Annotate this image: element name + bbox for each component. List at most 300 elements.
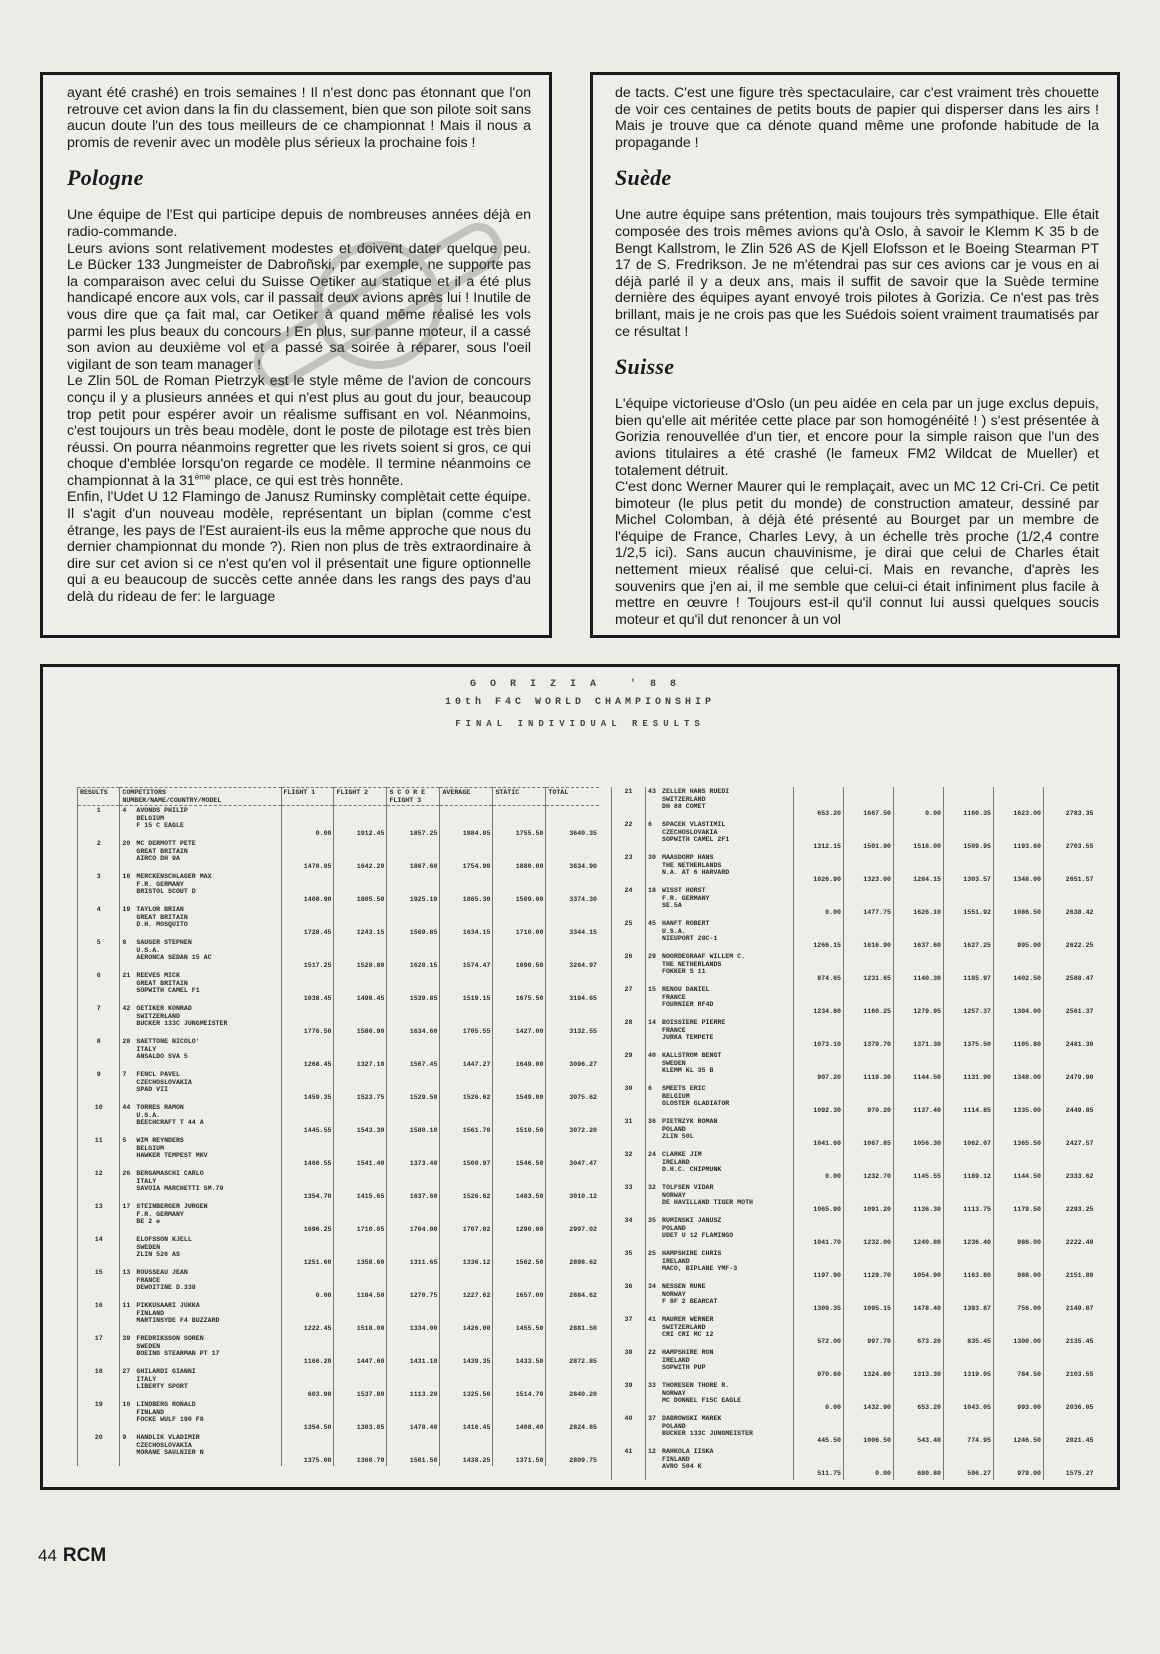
competitor-name: 26 BERGAMASCHI CARLO: [122, 1170, 204, 1178]
cell-average: 1551.92: [944, 886, 994, 919]
cell-total: 2333.62: [1044, 1150, 1096, 1183]
cell-average: 1185.97: [944, 952, 994, 985]
table-row: [612, 853, 1096, 886]
competitor-name: 9 HANDLIK VLADIMIR: [122, 1434, 200, 1442]
paragraph-suede: Une autre équipe sans prétention, mais toujours très sympathique. Elle était composée des trois mêmes avions qu'à Oslo, à savoir le Klemm K 35 b de Bengt Kallstrom, le Zlin 526 AS de Kjell Elofsson et le Boeing Stearman PT 17 de S. Fredrikson. Je ne m'étendrai pas sur ces avions car je vous en ai déjà parlé il y a deux ans, mais il suffit de savoir que la Suède termine dernière des équipes ayant envoyé trois pilotes à Gorizia. Ce n'est pas très brillant, mais je ne crois pas que les Suédois soient vraiment traumatisés par ce résultat !: [615, 207, 1099, 340]
cell-flight-1: 1776.50: [281, 1004, 334, 1037]
cell-flight-2: 1327.10: [334, 1037, 387, 1070]
table-row: [612, 787, 1096, 820]
cell-competitor: [120, 1433, 281, 1466]
cell-flight-2: 1498.45: [334, 971, 387, 1004]
cell-flight-3: 1867.60: [387, 839, 440, 872]
competitor-country: GREAT BRITAIN: [136, 847, 188, 855]
cell-flight-3: 1569.85: [387, 905, 440, 938]
table-row: [612, 1216, 1096, 1249]
cell-rank: 34: [612, 1216, 646, 1249]
heading-suisse: Suisse: [615, 354, 675, 380]
cell-competitor: [646, 820, 794, 853]
paragraph-suisse-2: C'est donc Werner Maurer qui le remplaçait, avec un MC 12 Cri-Cri. Ce petit bimoteur (le plus petit du monde) de construction amateur, dessiné par Michel Colomban, à déjà été présenté au Bourget par un membre de l'équipe de France, Charles Levy, à un échelle très proche (1/2,4 contre 1/2,5 ici). Sans aucun chauvinisme, je dirai que celui de Charles était nettement mieux réalisé que celui-ci. Mais en revanche, d'après les souvenirs que j'en ai, il me semble que celui-ci était infiniment plus facile à mettre en œuvre ! Toujours est-il qu'il connut lui aussi quelques soucis moteur et qu'il dut renoncer à un vol: [615, 479, 1099, 628]
cell-rank: 26: [612, 952, 646, 985]
competitor-name: 15 RENOU DANIEL: [648, 986, 710, 993]
cell-flight-2: 1324.80: [844, 1348, 894, 1381]
article-column-right: [590, 72, 1120, 638]
cell-static: 756.00: [994, 1282, 1044, 1315]
cell-total: 1575.27: [1044, 1447, 1096, 1480]
cell-rank: 38: [612, 1348, 646, 1381]
cell-competitor: [120, 806, 281, 840]
cell-flight-1: 511.75: [794, 1447, 844, 1480]
competitor-name: 28 SAETTONE NICOLO': [122, 1038, 200, 1046]
cell-rank: 16: [78, 1301, 120, 1334]
cell-flight-1: 1459.35: [281, 1070, 334, 1103]
cell-flight-3: 1279.95: [894, 985, 944, 1018]
competitor-model: BOEING STEARMAN PT 17: [136, 1350, 220, 1358]
cell-rank: 33: [612, 1183, 646, 1216]
cell-flight-3: 1529.50: [387, 1070, 440, 1103]
cell-competitor: [120, 839, 281, 872]
cell-total: 2021.45: [1044, 1414, 1096, 1447]
cell-static: 1623.00: [994, 787, 1044, 820]
cell-flight-1: 1375.00: [281, 1433, 334, 1466]
paragraph-pologne-1: Une équipe de l'Est qui participe depuis de nombreuses années déjà en radio-commande.: [67, 207, 531, 240]
competitor-name: 16 MERCKENSCHLAGER MAX: [122, 873, 212, 881]
cell-average: 835.45: [944, 1315, 994, 1348]
cell-flight-2: 1231.65: [844, 952, 894, 985]
table-title-championship: 10th F4C WORLD CHAMPIONSHIP: [444, 697, 716, 708]
competitor-model: D.H. MOSQUITO: [136, 921, 188, 929]
cell-flight-3: 673.20: [894, 1315, 944, 1348]
competitor-name: 36 PIETRZYK ROMAN: [648, 1118, 718, 1125]
cell-average: 1227.62: [440, 1268, 493, 1301]
cell-average: 1319.05: [944, 1348, 994, 1381]
cell-flight-2: 1518.00: [334, 1301, 387, 1334]
cell-static: 1690.50: [493, 938, 546, 971]
competitor-name: 45 HANFT ROBERT: [648, 920, 710, 927]
cell-flight-1: 1166.20: [281, 1334, 334, 1367]
cell-flight-1: 907.20: [794, 1051, 844, 1084]
competitor-name: 7 FENCL PAVEL: [122, 1071, 180, 1079]
table-row: [78, 1169, 600, 1202]
cell-flight-2: 1432.90: [844, 1381, 894, 1414]
paragraph-pologne-3: Le Zlin 50L de Roman Pietrzyk est le style même de l'avion de concours conçu il y a plusieurs années et qui n'est plus au gout du jour, beaucoup trop petit pour espérer avoir un réalisme suffisant en vol. Néanmoins, c'est toujours un très beau modèle, dont le poste de pilotage est très bien réussi. On pourra néanmoins regretter que les rivets soient si gros, ce qui choque d'emblée lorsqu'on regarde ce modèle. Il termine néanmoins ce championnat à la 31ème place, ce qui est très honnête.: [67, 373, 531, 489]
cell-flight-2: 997.70: [844, 1315, 894, 1348]
competitor-model: D.H.C. CHIPMUNK: [662, 1166, 722, 1174]
competitor-country: U.S.A.: [136, 1111, 161, 1119]
cell-flight-2: 1379.70: [844, 1018, 894, 1051]
competitor-model: SE.5A: [662, 902, 682, 910]
col-total: TOTAL: [546, 788, 599, 806]
cell-average: 774.95: [944, 1414, 994, 1447]
cell-rank: 21: [612, 787, 646, 820]
competitor-model: FOCKE WULF 190 F8: [136, 1416, 204, 1424]
table-row: [78, 1136, 600, 1169]
cell-flight-3: 1637.60: [387, 1169, 440, 1202]
cell-flight-2: 1303.05: [334, 1400, 387, 1433]
cell-competitor: [646, 1150, 794, 1183]
cell-static: 1086.50: [994, 886, 1044, 919]
cell-competitor: [120, 1301, 281, 1334]
cell-flight-2: 1710.05: [334, 1202, 387, 1235]
cell-flight-2: 1523.75: [334, 1070, 387, 1103]
competitor-model: BRISTOL SCOUT D: [136, 888, 196, 896]
cell-flight-2: 1541.40: [334, 1136, 387, 1169]
cell-total: 2588.47: [1044, 952, 1096, 985]
competitor-name: 37 DABROWSKI MAREK: [648, 1415, 722, 1422]
cell-flight-2: 1358.60: [334, 1235, 387, 1268]
paragraph-suisse-1: L'équipe victorieuse d'Oslo (un peu aidée en cela par un juge exclus depuis, bien qu'elle ait méritée cette place par son homogénéité ! ) s'est présentée à Gorizia renouvellée d'un tier, et encore pour la simple raison que l'un des avions titulaires a été crashé (le fameux FM2 Wildcat de Mueller) et totalement détruit.: [615, 396, 1099, 479]
cell-flight-2: 1537.80: [334, 1367, 387, 1400]
cell-flight-3: 1704.00: [387, 1202, 440, 1235]
cell-competitor: [120, 1235, 281, 1268]
cell-flight-2: 1501.90: [844, 820, 894, 853]
cell-static: 1433.50: [493, 1334, 546, 1367]
cell-total: 2638.42: [1044, 886, 1096, 919]
cell-average: 1884.85: [440, 806, 493, 840]
competitor-country: POLAND: [662, 1422, 686, 1430]
cell-flight-1: 1073.10: [794, 1018, 844, 1051]
competitor-model: UDET U 12 FLAMINGO: [662, 1232, 734, 1240]
cell-competitor: [646, 886, 794, 919]
cell-competitor: [646, 1381, 794, 1414]
table-row: [78, 839, 600, 872]
competitor-name: 22 HAMPSHIRE RON: [648, 1349, 714, 1356]
col-results: RESULTS: [78, 788, 120, 806]
table-row: [78, 1004, 600, 1037]
cell-competitor: [646, 985, 794, 1018]
cell-flight-2: 1184.50: [334, 1268, 387, 1301]
cell-rank: 9: [78, 1070, 120, 1103]
competitor-model: BUCKER 133C JUNGMEISTER: [662, 1430, 754, 1438]
competitor-model: MORANE SAULNIER N: [136, 1449, 204, 1457]
competitor-model: NIEUPORT 28C-1: [662, 935, 718, 943]
cell-competitor: [646, 787, 794, 820]
cell-rank: 18: [78, 1367, 120, 1400]
cell-total: 2898.62: [546, 1235, 599, 1268]
cell-static: 1179.50: [994, 1183, 1044, 1216]
cell-flight-1: 1026.90: [794, 853, 844, 886]
cell-static: 995.00: [994, 919, 1044, 952]
cell-flight-1: 445.50: [794, 1414, 844, 1447]
cell-total: 2703.55: [1044, 820, 1096, 853]
cell-competitor: [120, 1037, 281, 1070]
cell-average: 1865.30: [440, 872, 493, 905]
competitor-model: FOKKER S 11: [662, 968, 706, 976]
cell-rank: 2: [78, 839, 120, 872]
cell-average: 1500.97: [440, 1136, 493, 1169]
competitor-model: HAWKER TEMPEST MKV: [136, 1152, 208, 1160]
cell-flight-2: 1323.00: [844, 853, 894, 886]
competitor-model: MC DONNEL F15C EAGLE: [662, 1397, 742, 1405]
cell-average: 1705.55: [440, 1004, 493, 1037]
cell-competitor: [120, 1136, 281, 1169]
table-row: [612, 1117, 1096, 1150]
cell-competitor: [646, 853, 794, 886]
cell-flight-1: 1251.60: [281, 1235, 334, 1268]
table-row: [612, 1051, 1096, 1084]
cell-average: 1163.80: [944, 1249, 994, 1282]
cell-rank: 17: [78, 1334, 120, 1367]
cell-static: 1549.00: [493, 1070, 546, 1103]
competitor-country: SWEDEN: [662, 1059, 686, 1067]
competitor-country: U.S.A.: [662, 927, 686, 935]
cell-rank: 35: [612, 1249, 646, 1282]
cell-flight-1: 603.90: [281, 1367, 334, 1400]
competitor-model: SAVOIA MARCHETTI SM.79: [136, 1185, 224, 1193]
cell-flight-3: 1518.00: [894, 820, 944, 853]
page-number: 44: [38, 1546, 57, 1565]
results-table-box: [40, 664, 1120, 1490]
competitor-name: 29 NOORDEGRAAF WILLEM C.: [648, 953, 746, 960]
cell-flight-1: 1092.30: [794, 1084, 844, 1117]
cell-flight-1: 1470.85: [281, 839, 334, 872]
table-row: [612, 820, 1096, 853]
cell-competitor: [120, 872, 281, 905]
col-static: STATIC: [493, 788, 546, 806]
competitor-country: FRANCE: [662, 1026, 686, 1034]
competitor-country: FINLAND: [662, 1455, 690, 1463]
cell-static: 1649.00: [493, 1037, 546, 1070]
paragraph-intro-right: de tacts. C'est une figure très spectaculaire, car c'est vraiment très chouette de voir ces centaines de petits bouts de papier qui disperser dans les airs ! Mais je trouve que ca dénote quand même une profonde habitude de la propagande !: [615, 85, 1099, 151]
table-row: [78, 1334, 600, 1367]
cell-flight-1: 0.00: [794, 1381, 844, 1414]
cell-rank: 12: [78, 1169, 120, 1202]
competitor-country: F.R. GERMANY: [136, 1210, 184, 1218]
cell-rank: 11: [78, 1136, 120, 1169]
results-table-left: [77, 787, 599, 1466]
cell-flight-2: 1243.15: [334, 905, 387, 938]
cell-static: 1304.00: [994, 985, 1044, 1018]
competitor-model: BEECHCRAFT T 44 A: [136, 1119, 204, 1127]
cell-flight-2: 1232.00: [844, 1216, 894, 1249]
cell-flight-2: 1528.80: [334, 938, 387, 971]
competitor-name: 10 LINDBERG RONALD: [122, 1401, 196, 1409]
cell-rank: 13: [78, 1202, 120, 1235]
competitor-name: 25 HAMPSHIRE CHRIS: [648, 1250, 722, 1257]
cell-competitor: [120, 1103, 281, 1136]
table-row: [612, 886, 1096, 919]
table-row: [612, 1018, 1096, 1051]
cell-total: 2840.20: [546, 1367, 599, 1400]
table-row: [78, 1202, 600, 1235]
cell-average: 1519.15: [440, 971, 493, 1004]
competitor-model: N.A. AT 6 HARVARD: [662, 869, 730, 877]
cell-flight-3: 1113.20: [387, 1367, 440, 1400]
cell-flight-3: 1240.80: [894, 1216, 944, 1249]
table-row: [612, 1183, 1096, 1216]
competitor-country: SWITZERLAND: [662, 1323, 706, 1331]
cell-rank: 5: [78, 938, 120, 971]
cell-flight-3: 1334.00: [387, 1301, 440, 1334]
competitor-model: FOURNIER RF4D: [662, 1001, 714, 1009]
cell-average: 1303.57: [944, 853, 994, 886]
cell-static: 1880.00: [493, 839, 546, 872]
cell-flight-3: 1144.50: [894, 1051, 944, 1084]
cell-average: 1509.95: [944, 820, 994, 853]
cell-flight-2: 1095.15: [844, 1282, 894, 1315]
cell-rank: 41: [612, 1447, 646, 1480]
competitor-name: 39 FREDRIKSSON SOREN: [122, 1335, 204, 1343]
cell-total: 3374.30: [546, 872, 599, 905]
cell-total: 2881.50: [546, 1301, 599, 1334]
col-flight-2: FLIGHT 2: [334, 788, 387, 806]
cell-total: 2135.45: [1044, 1315, 1096, 1348]
cell-flight-1: 0.00: [794, 886, 844, 919]
cell-flight-3: 1620.15: [387, 938, 440, 971]
cell-flight-2: 1160.25: [844, 985, 894, 1018]
cell-average: 1375.50: [944, 1018, 994, 1051]
competitor-country: NORWAY: [662, 1290, 686, 1298]
competitor-country: IRELAND: [662, 1257, 690, 1265]
competitor-model: DH 88 COMET: [662, 803, 706, 811]
cell-average: 1439.35: [440, 1334, 493, 1367]
competitor-model: JURKA TEMPETE: [662, 1034, 714, 1042]
cell-static: 1562.50: [493, 1235, 546, 1268]
competitor-model: CRI CRI MC 12: [662, 1331, 714, 1339]
cell-flight-3: 1857.25: [387, 806, 440, 840]
cell-static: 1657.00: [493, 1268, 546, 1301]
competitor-name: 14 BOISSIERE PIERRE: [648, 1019, 726, 1026]
cell-static: 1710.00: [493, 905, 546, 938]
table-row: [78, 872, 600, 905]
cell-competitor: [120, 1400, 281, 1433]
cell-flight-1: 1460.55: [281, 1136, 334, 1169]
cell-flight-1: 0.00: [281, 1268, 334, 1301]
article-column-left: [40, 72, 552, 638]
cell-average: 1526.62: [440, 1070, 493, 1103]
cell-average: 1754.90: [440, 839, 493, 872]
competitor-country: ITALY: [136, 1375, 157, 1383]
table-row: [78, 1400, 600, 1433]
competitor-name: 6 SPACEK VLASTIMIL: [648, 821, 726, 828]
cell-total: 3075.62: [546, 1070, 599, 1103]
cell-flight-3: 653.20: [894, 1381, 944, 1414]
cell-competitor: [646, 1414, 794, 1447]
results-table-right: [611, 787, 1096, 1480]
cell-rank: 37: [612, 1315, 646, 1348]
table-title-results: FINAL INDIVIDUAL RESULTS: [455, 719, 705, 729]
cell-total: 3194.65: [546, 971, 599, 1004]
cell-rank: 8: [78, 1037, 120, 1070]
cell-flight-2: 970.20: [844, 1084, 894, 1117]
cell-rank: 39: [612, 1381, 646, 1414]
table-row: [78, 1037, 600, 1070]
cell-rank: 4: [78, 905, 120, 938]
competitor-country: BELGIUM: [136, 814, 165, 822]
competitor-country: SWEDEN: [136, 1243, 161, 1251]
cell-rank: 14: [78, 1235, 120, 1268]
cell-rank: 3: [78, 872, 120, 905]
competitor-name: 43 ZELLER HANS RUEDI: [648, 788, 730, 795]
cell-flight-1: 0.00: [281, 806, 334, 840]
competitor-country: FRANCE: [662, 993, 686, 1001]
competitor-name: 13 ROUSSEAU JEAN: [122, 1269, 188, 1277]
competitor-name: 41 MAURER WERNER: [648, 1316, 714, 1323]
cell-rank: 40: [612, 1414, 646, 1447]
cell-flight-1: 1517.25: [281, 938, 334, 971]
cell-flight-1: 1354.70: [281, 1169, 334, 1202]
table-row: [78, 905, 600, 938]
cell-flight-3: 1140.30: [894, 952, 944, 985]
heading-suede: Suède: [615, 165, 672, 191]
cell-competitor: [120, 1169, 281, 1202]
cell-static: 1193.60: [994, 820, 1044, 853]
cell-flight-2: 1616.90: [844, 919, 894, 952]
cell-flight-3: 1539.85: [387, 971, 440, 1004]
cell-average: 1113.75: [944, 1183, 994, 1216]
table-row: [78, 938, 600, 971]
table-row: [612, 1381, 1096, 1414]
cell-competitor: [120, 938, 281, 971]
col-flight-3: S C O R E FLIGHT 3: [387, 788, 440, 806]
cell-competitor: [646, 952, 794, 985]
cell-flight-3: 1501.50: [387, 1433, 440, 1466]
cell-flight-1: 1312.15: [794, 820, 844, 853]
cell-average: 1627.25: [944, 919, 994, 952]
competitor-model: DEWOITINE D.338: [136, 1284, 196, 1292]
cell-competitor: [646, 1051, 794, 1084]
cell-flight-2: 1912.45: [334, 806, 387, 840]
cell-flight-2: 1232.70: [844, 1150, 894, 1183]
competitor-model: ANSALDO SVA 5: [136, 1053, 188, 1061]
cell-competitor: [646, 1216, 794, 1249]
cell-flight-1: 1041.60: [794, 1117, 844, 1150]
competitor-country: U.S.A.: [136, 946, 161, 954]
competitor-country: SWEDEN: [136, 1342, 161, 1350]
cell-flight-3: 1925.10: [387, 872, 440, 905]
cell-flight-2: 1543.30: [334, 1103, 387, 1136]
cell-static: 1371.50: [493, 1433, 546, 1466]
cell-competitor: [646, 1117, 794, 1150]
cell-flight-2: 1805.50: [334, 872, 387, 905]
paragraph-pologne-4: Enfin, l'Udet U 12 Flamingo de Janusz Ruminsky complètait cette équipe. Il s'agit d'un nouveau modèle, représentant un biplan (comme c'est étrange, les pays de l'Est auraient-ils eus la même approche que nous du dernier championnat du monde ?). Rien non plus de très extraordinaire à dire sur cet avion si ce n'est qu'en vol il présentait une figure optionnelle qui a eu beaucoup de succès cette année dans les rangs des pays d'au delà du rideau de fer: le larguage: [67, 489, 531, 606]
cell-average: 1447.27: [440, 1037, 493, 1070]
competitor-country: ITALY: [136, 1177, 157, 1185]
cell-flight-3: 1478.40: [894, 1282, 944, 1315]
cell-total: 3132.55: [546, 1004, 599, 1037]
competitor-country: IRELAND: [662, 1158, 690, 1166]
table-row: [612, 1447, 1096, 1480]
cell-flight-1: 1197.90: [794, 1249, 844, 1282]
cell-static: 1509.00: [493, 872, 546, 905]
competitor-model: AERONCA SEDAN 15 AC: [136, 954, 212, 962]
competitor-name: 12 RAHKOLA IISKA: [648, 1448, 714, 1455]
competitor-name: 44 TORRES RAMON: [122, 1104, 184, 1112]
cell-flight-1: 970.60: [794, 1348, 844, 1381]
cell-competitor: [646, 1249, 794, 1282]
cell-flight-2: 1580.90: [334, 1004, 387, 1037]
cell-flight-2: 1006.50: [844, 1414, 894, 1447]
cell-total: 2622.25: [1044, 919, 1096, 952]
competitor-model: F 15 C EAGLE: [136, 822, 184, 830]
table-row: [78, 1235, 600, 1268]
competitor-country: THE NETHERLANDS: [662, 960, 722, 968]
cell-flight-3: 1637.60: [894, 919, 944, 952]
cell-total: 2884.62: [546, 1268, 599, 1301]
competitor-name: 34 NESSEN RUNE: [648, 1283, 706, 1290]
cell-rank: 10: [78, 1103, 120, 1136]
cell-static: 986.00: [994, 1216, 1044, 1249]
competitor-country: BELGIUM: [662, 1092, 690, 1100]
cell-flight-3: 1311.65: [387, 1235, 440, 1268]
cell-average: 1574.47: [440, 938, 493, 971]
cell-flight-2: 1642.20: [334, 839, 387, 872]
competitor-country: IRELAND: [662, 1356, 690, 1364]
col-competitors: COMPETITORS NUMBER/NAME/COUNTRY/MODEL: [120, 788, 281, 806]
cell-flight-3: 1056.30: [894, 1117, 944, 1150]
cell-flight-1: 1408.90: [281, 872, 334, 905]
cell-flight-3: 1313.30: [894, 1348, 944, 1381]
competitor-name: ELOFSSON KJELL: [136, 1236, 192, 1244]
